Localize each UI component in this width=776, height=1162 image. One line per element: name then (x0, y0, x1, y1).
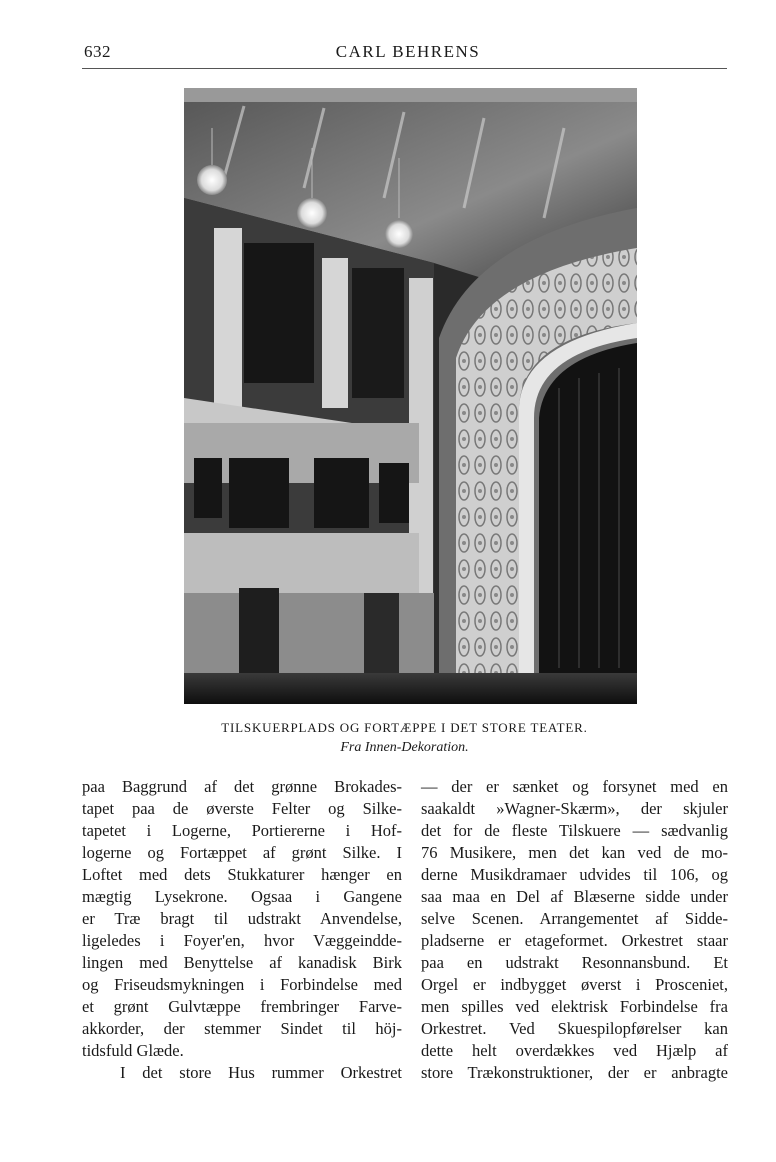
text-line: det for de fleste Tilskuere — sædvanlig (421, 821, 728, 840)
text-line: tapet paa de øverste Felter og Silke- (82, 799, 402, 818)
text-line: et grønt Gulvtæppe frembringer Farve- (82, 997, 402, 1016)
text-line: tidsfuld Glæde. (82, 1041, 184, 1060)
text-line: paa Baggrund af det grønne Brokades- (82, 777, 402, 796)
left-text-column (82, 776, 402, 1084)
header-rule (82, 68, 727, 69)
text-line: lingen med Benyttelse af kanadisk Birk (82, 953, 402, 972)
text-line: ligeledes i Foyer'en, hvor Væggeindde- (82, 931, 402, 950)
text-line: I det store Hus rummer Orkestret (120, 1063, 402, 1082)
text-line: — der er sænket og forsynet med en (421, 777, 728, 796)
text-line: saa maa en Del af Blæserne sidde under (421, 887, 728, 906)
text-line: og Friseudsmykningen i Forbindelse med (82, 975, 402, 994)
page-number: 632 (84, 42, 111, 61)
text-line: men spilles ved elektrisk Forbindelse fra (421, 997, 728, 1016)
text-line: logerne og Fortæppet af grønt Silke. I (82, 843, 402, 862)
text-line: akkorder, der stemmer Sindet til höj- (82, 1019, 402, 1038)
running-title: CARL BEHRENS (335, 42, 481, 61)
right-text-column (421, 776, 728, 1084)
text-line: Orkestret. Ved Skuespilopførelser kan (421, 1019, 728, 1038)
text-line: derne Musikdramaer udvides til 106, og (421, 865, 728, 884)
text-line: pladserne er etageformet. Orkestret staar (421, 931, 728, 950)
text-line: Orgel er indbygget øverst i Prosceniet, (421, 975, 728, 994)
text-line: selve Scenen. Arrangementet af Sidde- (421, 909, 728, 928)
text-line: tapetet i Logerne, Portiererne i Hof- (82, 821, 402, 840)
text-line: 76 Musikere, men det kan ved de mo- (421, 843, 728, 862)
theater-interior-photograph (184, 88, 637, 704)
text-line: dette helt overdækkes ved Hjælp af (421, 1041, 728, 1060)
text-line: er Træ bragt til udstrakt Anvendelse, (82, 909, 402, 928)
text-line: Loftet med dets Stukkaturer hænger en (82, 865, 402, 884)
text-line: store Trækonstruktioner, der er anbragte (421, 1063, 728, 1082)
figure-caption: TILSKUERPLADS OG FORTÆPPE I DET STORE TEATER. (221, 720, 588, 735)
text-line: paa en udstrakt Resonnansbund. Et (421, 953, 728, 972)
figure-credit: Fra Innen-Dekoration. (340, 740, 469, 755)
text-line: mægtig Lysekrone. Ogsaa i Gangene (82, 887, 402, 906)
text-line: saakaldt »Wagner-Skærm», der skjuler (421, 799, 728, 818)
